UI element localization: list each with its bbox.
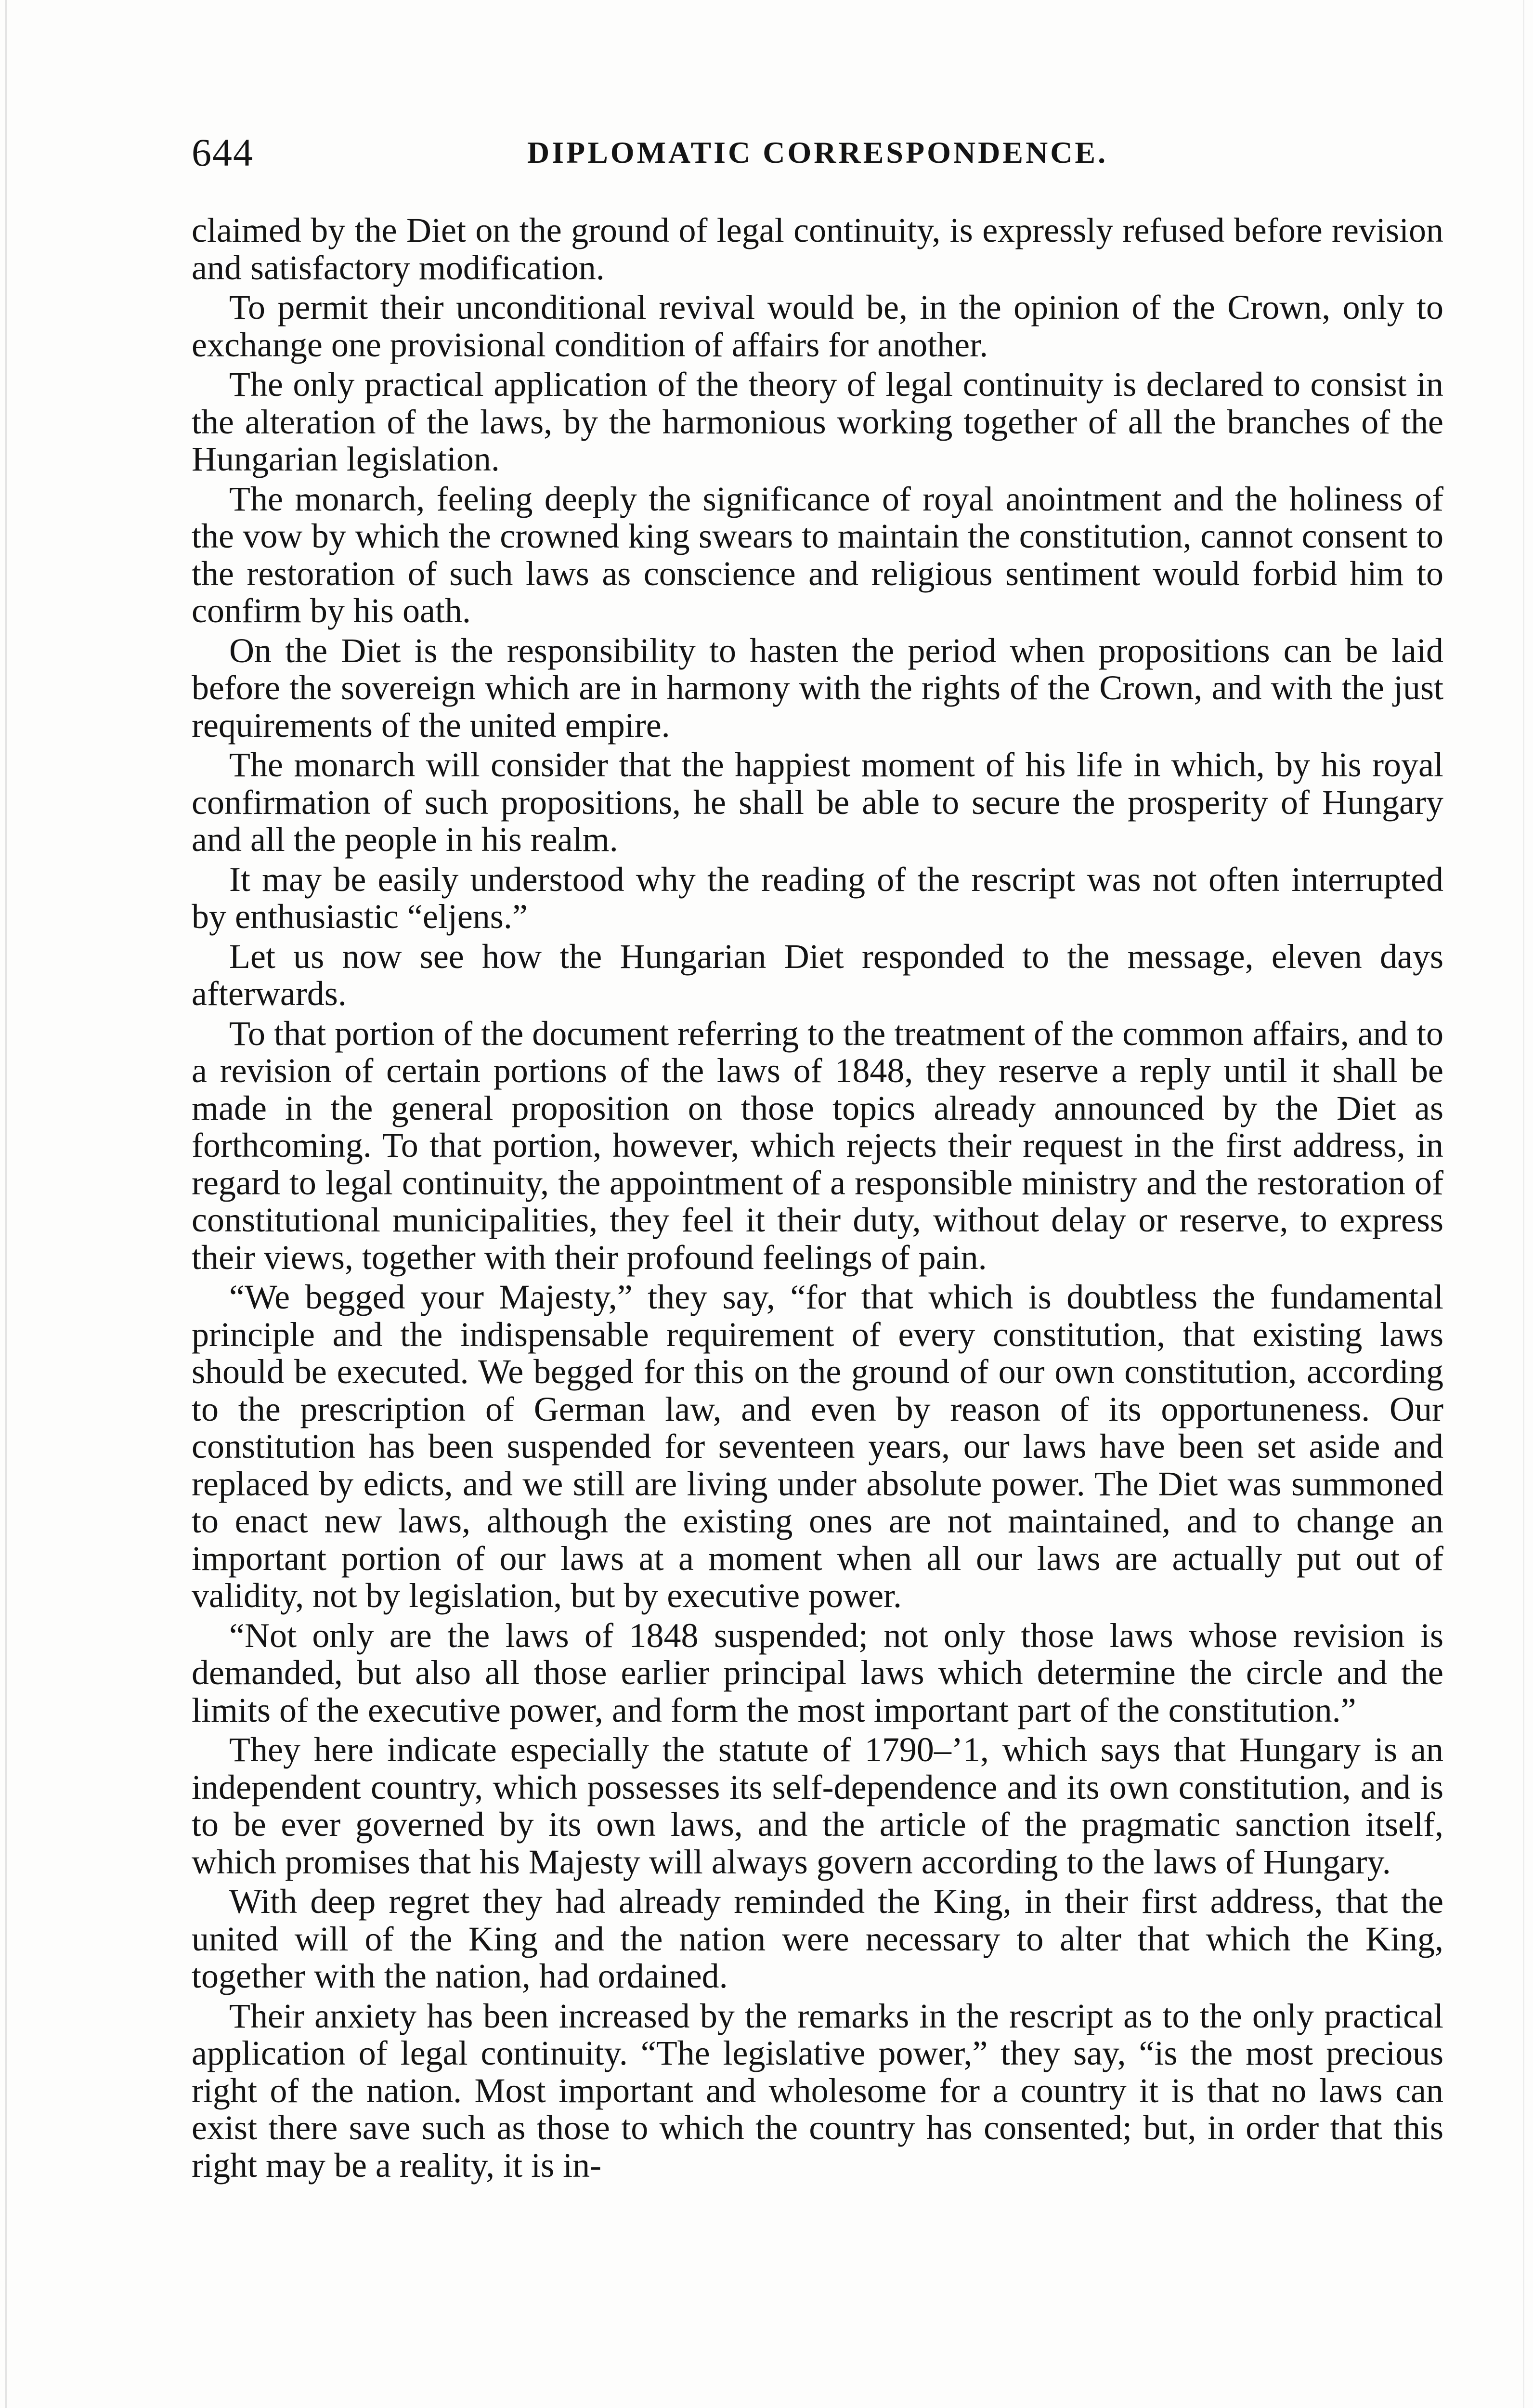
paragraph-5: On the Diet is the responsibility to hasten the period when propositions can be laid before the sovereign which are in harmony with the rights of the Crown, and with the just requirements of the united empire. bbox=[192, 631, 1443, 745]
paragraph-13: With deep regret they had already reminded the King, in their first address, that the united will of the King and the nation were necessary to alter that which the King, together with the nation, had ordained. bbox=[192, 1882, 1443, 1995]
page-left-edge bbox=[5, 0, 7, 2408]
paragraph-12: They here indicate especially the statute of 1790–’1, which says that Hungary is an independent country, which possesses its self-dependence and its own constitution, and is to be ever governed by its own laws, and the article of the pragmatic sanction itself, which promises that his Majesty will always govern according to the laws of Hungary. bbox=[192, 1730, 1443, 1881]
paragraph-9: To that portion of the document referring to the treatment of the common affairs, and to a revision of certain portions of the laws of 1848, they reserve a reply until it shall be made in the general proposition on those topics already announced by the Diet as forthcoming. To that portion, however, which rejects their request in the first address, in regard to legal continuity, the appointment of a responsible ministry and the restoration of constitutional municipalities, they feel it their duty, without delay or reserve, to express their views, together with their profound feelings of pain. bbox=[192, 1014, 1443, 1277]
paragraph-8: Let us now see how the Hungarian Diet responded to the message, eleven days afterwards. bbox=[192, 937, 1443, 1013]
paragraph-10: “We begged your Majesty,” they say, “for that which is doubtless the fundamental principle and the indispensable requirement of every constitution, that existing laws should be executed. We begged for this on the ground of our own constitution, according to the prescription of German law, and even by reason of its opportuneness. Our constitution has been suspended for seventeen years, our laws have been set aside and replaced by edicts, and we still are living under absolute power. The Diet was summoned to enact new laws, although the existing ones are not maintained, and to change an important portion of our laws at a moment when all our laws are actually put out of validity, not by legislation, but by executive power. bbox=[192, 1278, 1443, 1615]
paragraph-2: To permit their unconditional revival would be, in the opinion of the Crown, only to exchange one provisional condition of affairs for another. bbox=[192, 288, 1443, 364]
running-head: DIPLOMATIC CORRESPONDENCE. bbox=[527, 135, 1108, 170]
paragraph-7: It may be easily understood why the reading of the rescript was not often interrupted by enthusiastic “eljens.” bbox=[192, 860, 1443, 936]
page-number: 644 bbox=[192, 131, 254, 174]
page-right-edge bbox=[1523, 0, 1524, 2408]
paragraph-3: The only practical application of the theory of legal continuity is declared to consist in the alteration of the laws, by the harmonious working together of all the branches of the Hungarian legislation. bbox=[192, 365, 1443, 478]
paragraph-14: Their anxiety has been increased by the remarks in the rescript as to the only practical application of legal continuity. “The legislative power,” they say, “is the most precious right of the nation. Most important and wholesome for a country it is that no laws can exist there save such as those to which the country has consented; but, in order that this right may be a reality, it is in- bbox=[192, 1996, 1443, 2185]
page-header bbox=[192, 126, 1443, 179]
body-text bbox=[192, 212, 1443, 2186]
paragraph-1: claimed by the Diet on the ground of legal continuity, is expressly refused before revision and satisfactory modification. bbox=[192, 211, 1443, 287]
paragraph-11: “Not only are the laws of 1848 suspended; not only those laws whose revision is demanded, but also all those earlier principal laws which determine the circle and the limits of the executive power, and form the most important part of the constitution.” bbox=[192, 1616, 1443, 1729]
paragraph-6: The monarch will consider that the happiest moment of his life in which, by his royal confirmation of such propositions, he shall be able to secure the prosperity of Hungary and all the people in his realm. bbox=[192, 746, 1443, 859]
paragraph-4: The monarch, feeling deeply the significance of royal anointment and the holiness of the vow by which the crowned king swears to maintain the constitution, cannot consent to the restoration of such laws as conscience and religious sentiment would forbid him to confirm by his oath. bbox=[192, 479, 1443, 630]
